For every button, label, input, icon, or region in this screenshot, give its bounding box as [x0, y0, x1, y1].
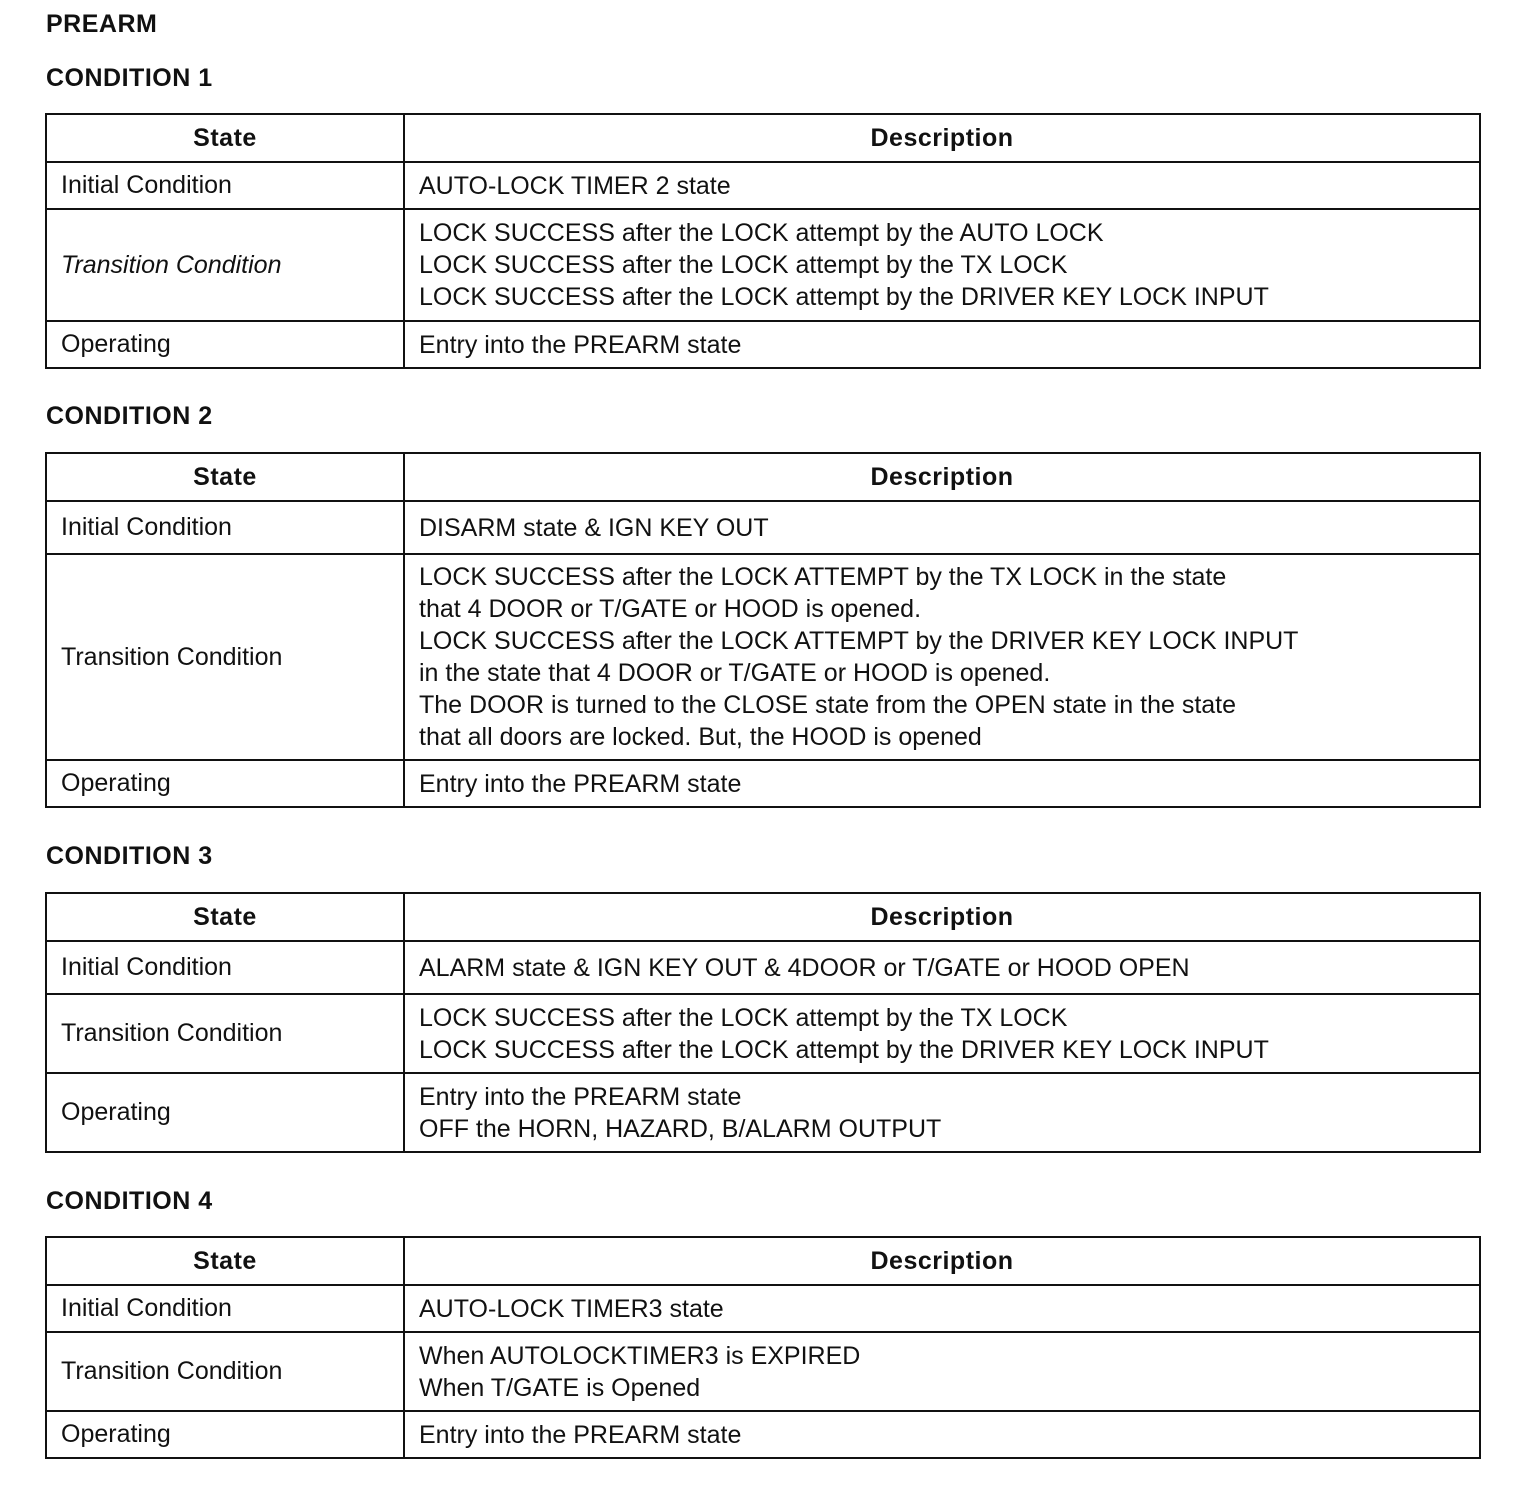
- description-cell: [404, 554, 1480, 760]
- description-cell: [404, 1332, 1480, 1411]
- description-line: DISARM state & IGN KEY OUT: [419, 513, 769, 542]
- description-cell: [404, 1073, 1480, 1152]
- description-header: Description: [404, 114, 1480, 162]
- state-cell: Initial Condition: [46, 1285, 404, 1332]
- state-cell: Operating: [46, 321, 404, 368]
- table-row: [46, 1332, 1480, 1411]
- description-line: LOCK SUCCESS after the LOCK attempt by the DRIVER KEY LOCK INPUT: [419, 1035, 1269, 1064]
- description-line: that 4 DOOR or T/GATE or HOOD is opened.: [419, 595, 922, 623]
- table-row: [46, 994, 1480, 1073]
- description-line: The DOOR is turned to the CLOSE state from the OPEN state in the state: [419, 691, 1237, 719]
- table-row: [46, 760, 1480, 807]
- state-cell: Transition Condition: [46, 209, 404, 321]
- description-cell: [404, 209, 1480, 321]
- condition-4-title: CONDITION 4: [46, 1187, 213, 1215]
- state-cell: Initial Condition: [46, 501, 404, 554]
- state-cell: Transition Condition: [46, 554, 404, 760]
- table-row: [46, 501, 1480, 554]
- condition-3-title: CONDITION 3: [46, 842, 213, 870]
- description-cell: [404, 162, 1480, 209]
- description-line: LOCK SUCCESS after the LOCK attempt by the AUTO LOCK: [419, 219, 1104, 247]
- condition-3-table: [45, 892, 1481, 1153]
- table-row: [46, 1285, 1480, 1332]
- description-line: that all doors are locked. But, the HOOD is opened: [419, 723, 982, 751]
- table-header-row: [46, 114, 1480, 162]
- description-line: LOCK SUCCESS after the LOCK ATTEMPT by the DRIVER KEY LOCK INPUT: [419, 627, 1299, 655]
- condition-2-title: CONDITION 2: [46, 402, 213, 430]
- description-line: in the state that 4 DOOR or T/GATE or HOOD is opened.: [419, 659, 1051, 687]
- description-line: Entry into the PREARM state: [419, 330, 742, 359]
- state-header: State: [46, 114, 404, 162]
- description-line: When AUTOLOCKTIMER3 is EXPIRED: [419, 1341, 861, 1370]
- description-header: Description: [404, 893, 1480, 941]
- description-line: LOCK SUCCESS after the LOCK attempt by the TX LOCK: [419, 1003, 1068, 1032]
- state-header: State: [46, 1237, 404, 1285]
- description-line: OFF the HORN, HAZARD, B/ALARM OUTPUT: [419, 1114, 942, 1143]
- table-row: [46, 1073, 1480, 1152]
- description-line: LOCK SUCCESS after the LOCK attempt by the DRIVER KEY LOCK INPUT: [419, 283, 1269, 311]
- table-row: [46, 321, 1480, 368]
- condition-1-table: [45, 113, 1481, 369]
- description-cell: [404, 1411, 1480, 1458]
- table-row: [46, 209, 1480, 321]
- description-cell: [404, 501, 1480, 554]
- description-line: AUTO-LOCK TIMER3 state: [419, 1294, 724, 1323]
- table-row: [46, 162, 1480, 209]
- table-header-row: [46, 893, 1480, 941]
- description-header: Description: [404, 1237, 1480, 1285]
- description-cell: [404, 941, 1480, 994]
- condition-2-table: [45, 452, 1481, 808]
- state-cell: Initial Condition: [46, 162, 404, 209]
- description-line: Entry into the PREARM state: [419, 1082, 742, 1111]
- state-header: State: [46, 453, 404, 501]
- description-cell: [404, 1285, 1480, 1332]
- state-cell: Initial Condition: [46, 941, 404, 994]
- description-cell: [404, 321, 1480, 368]
- table-row: [46, 554, 1480, 760]
- state-header: State: [46, 893, 404, 941]
- description-cell: [404, 760, 1480, 807]
- description-line: AUTO-LOCK TIMER 2 state: [419, 171, 731, 200]
- table-header-row: [46, 1237, 1480, 1285]
- description-line: ALARM state & IGN KEY OUT & 4DOOR or T/GATE or HOOD OPEN: [419, 953, 1190, 982]
- description-header: Description: [404, 453, 1480, 501]
- description-line: When T/GATE is Opened: [419, 1373, 701, 1402]
- state-cell: Transition Condition: [46, 1332, 404, 1411]
- description-cell: [404, 994, 1480, 1073]
- table-row: [46, 1411, 1480, 1458]
- condition-1-title: CONDITION 1: [46, 64, 213, 92]
- description-line: LOCK SUCCESS after the LOCK ATTEMPT by the TX LOCK in the state: [419, 563, 1227, 591]
- description-line: LOCK SUCCESS after the LOCK attempt by the TX LOCK: [419, 251, 1068, 279]
- description-line: Entry into the PREARM state: [419, 1420, 742, 1449]
- state-cell: Transition Condition: [46, 994, 404, 1073]
- condition-4-table: [45, 1236, 1481, 1459]
- table-row: [46, 941, 1480, 994]
- table-header-row: [46, 453, 1480, 501]
- state-cell: Operating: [46, 1073, 404, 1152]
- state-cell: Operating: [46, 1411, 404, 1458]
- description-line: Entry into the PREARM state: [419, 769, 742, 798]
- document-title: PREARM: [46, 10, 158, 38]
- state-cell: Operating: [46, 760, 404, 807]
